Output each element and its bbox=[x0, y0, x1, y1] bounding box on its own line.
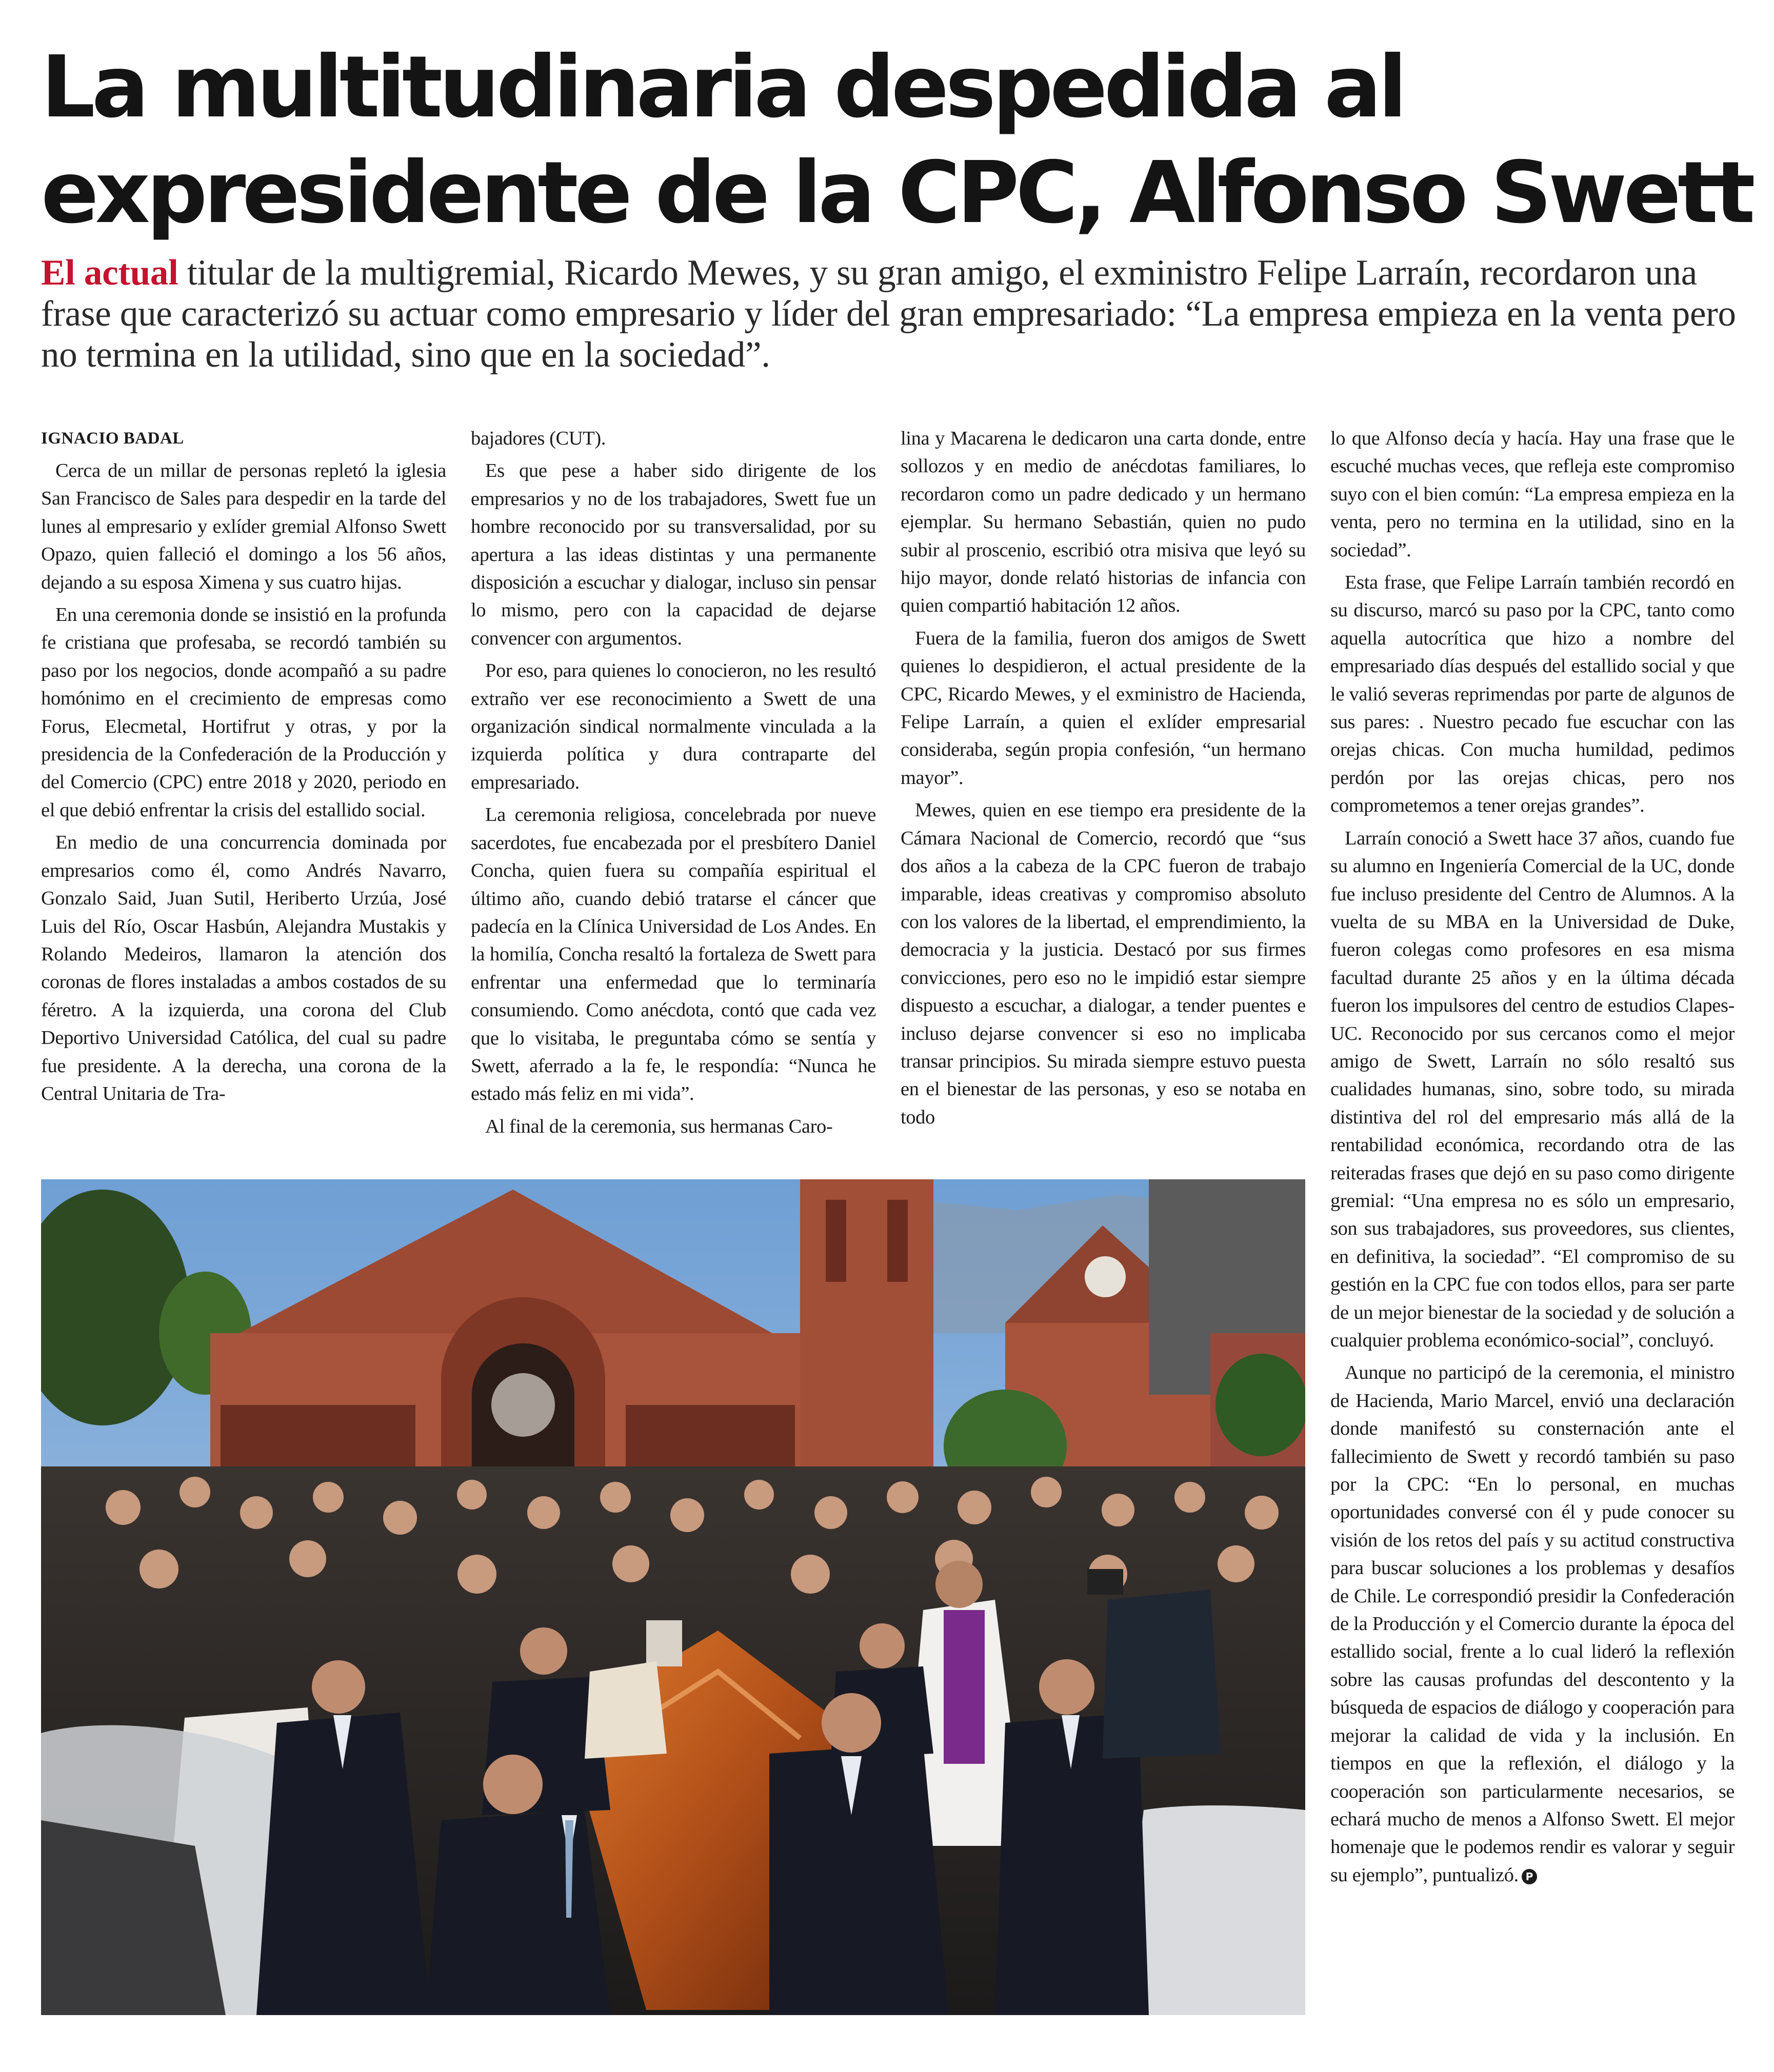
portrait-frame bbox=[646, 1620, 682, 1666]
paragraph: Por eso, para quienes lo conocieron, no les resultó extraño ver ese reconocimiento a Swett de una organización sindical normalmente vinculada a la izquierda política y dura contraparte del empresariado. bbox=[471, 660, 876, 793]
paragraph: bajadores (CUT). bbox=[471, 428, 606, 449]
mourner-blouse bbox=[585, 1661, 667, 1759]
paragraph: En una ceremonia donde se insistió en la profunda fe cristiana que profesaba, se recordó también su paso por los negocios, donde acompañó a su padre homónimo en el crecimiento de empresas como Forus, Elecmetal, Hortifrut y otras, y por la presidencia de la Confederación de la Producción y del Comercio (CPC) entre 2018 y 2020, periodo en el que debió enfrentar la crisis del estallido social. bbox=[41, 604, 446, 821]
tower-window bbox=[887, 1200, 908, 1282]
article-column-3 bbox=[901, 425, 1306, 1142]
headline-line-2: expresidente de la CPC, Alfonso Swett bbox=[41, 144, 1752, 243]
paragraph: Fuera de la familia, fueron dos amigos de Swett quienes lo despidieron, el actual presidente de la CPC, Ricardo Mewes, y el exministro de Hacienda, Felipe Larraín, a quien el exlíder empresarial consideraba, según propia confesión, “un hermano mayor”. bbox=[901, 627, 1306, 789]
article-column-4 bbox=[1330, 425, 1735, 2035]
priest-stole bbox=[944, 1610, 985, 1764]
photographer bbox=[1103, 1590, 1221, 1759]
paragraph: lina y Macarena le dedicaron una carta donde, entre sollozos y en medio de anécdotas familiares, lo recordaron como un padre dedicado y un hermano ejemplar. Su hermano Sebastián, quien no pudo subir al proscenio, escribió otra misiva que leyó su hijo mayor, donde relató historias de infancia con quien compartió habitación 12 años. bbox=[901, 428, 1306, 617]
paragraph: Larraín conoció a Swett hace 37 años, cuando fue su alumno en Ingeniería Comercial de la UC, donde fue incluso presidente del Centro de Alumnos. A la vuelta de su MBA en la Universidad de Duke, fueron colegas como profesores en esa misma facultad durante 25 años y en la última década fueron los impulsores del centro de estudios Clapes-UC. Reconocido por sus cercanos como el mejor amigo de Swett, Larraín no sólo resaltó sus cualidades humanas, sino, sobre todo, su mirada distintiva del rol del empresario más allá de la rentabilidad económica, recordando otra de las reiteradas frases que dejó en su paso como dirigente gremial: “Una empresa no es sólo un empresario, son sus trabajadores, sus proveedores, sus clientes, en definitiva, la sociedad”. “El compromiso de su gestión en la CPC fue con todos ellos, para ser parte de un mejor bienestar de la sociedad y de solución a cualquier problema económico-social”, concluyó. bbox=[1330, 827, 1735, 1351]
deck-lead: El actual bbox=[41, 253, 178, 293]
deck-text: titular de la multigremial, Ricardo Mewes, y su gran amigo, el exministro Felipe Larraín, recordaron una frase que caracterizó su actuar como empresario y líder del gran empresariado: “La empresa empieza en la venta pero no termina en la utilidad, sino que en la sociedad”. bbox=[41, 253, 1736, 375]
deck bbox=[41, 252, 1744, 375]
paragraph: lo que Alfonso decía y hacía. Hay una frase que le escuché muchas veces, que refleja este compromiso suyo con el bien común: “La empresa empieza en la venta, pero no termina en la utilidad, sino en la sociedad”. bbox=[1330, 428, 1735, 561]
paragraph: Es que pese a haber sido dirigente de los empresarios y no de los trabajadores, Swett fue un hombre reconocido por su transversalidad, por su apertura a las ideas distintas y una permanente disposición a escuchar y dialogar, incluso sin pensar lo mismo, pero con la capacidad de dejarse convencer con argumentos. bbox=[471, 460, 876, 649]
tower-window bbox=[826, 1200, 846, 1282]
article-column-1 bbox=[41, 425, 446, 1142]
funeral-photo bbox=[41, 1179, 1305, 2015]
paragraph-last-text: Aunque no participó de la ceremonia, el ministro de Hacienda, Mario Marcel, envió una declaración donde manifestó su consternación ante el fallecimiento de Swett y recordó también su paso por la CPC: “En lo personal, en muchas oportunidades conversé con él y pude conocer su visión de los retos del país y su actitud constructiva para buscar soluciones a los problemas y desafíos de Chile. Le correspondió presidir la Confederación de la Producción y el Comercio durante la época del estallido social, frente a lo cual lideró la reflexión sobre las causas profundas del descontento y la búsqueda de espacios de diálogo y cooperación para mejorar la calidad de vida y la inclusión. En tiempos en que la reflexión, el diálogo y la cooperación son particularmente necesarios, se echará mucho de menos a Alfonso Swett. El mejor homenaje que le podemos rendir es valorar y seguir su ejemplo”, puntualizó. bbox=[1330, 1362, 1735, 1886]
end-of-article-icon: P bbox=[1522, 1869, 1537, 1884]
paragraph: Esta frase, que Felipe Larraín también recordó en su discurso, marcó su paso por la CPC, tanto como aquella autocrítica que hizo a nombre del empresariado días después del estallido social y que le valió severas reprimendas por parte de algunos de sus pares: . Nuestro pecado fue escuchar con las orejas chicas. Con mucha humildad, pedimos perdón por las orejas chicas, pero nos comprometemos a tener orejas grandes”. bbox=[1330, 572, 1735, 817]
paragraph: Mewes, quien en ese tiempo era presidente de la Cámara Nacional de Comercio, recordó que “sus dos años a la cabeza de la CPC fueron de trabajo imparable, ideas creativas y compromiso absoluto con los valores de la libertad, el emprendimiento, la democracia y la justicia. Destacó por sus firmes convicciones, pero eso no le impidió estar siempre dispuesto a escuchar, a dialogar, a tender puentes e incluso dejarse convencer si eso no implicaba transar principios. Su mirada siempre estuvo puesta en el bienestar de las personas, y eso se notaba en todo bbox=[901, 799, 1306, 1128]
paragraph-last bbox=[1330, 1359, 1735, 1889]
chapel-window bbox=[1085, 1256, 1126, 1297]
paragraph: La ceremonia religiosa, concelebrada por nueve sacerdotes, fue encabezada por el presbítero Daniel Concha, quien fuera su compañía espiritual el último año, cuando debió tratarse el cáncer que padecía en la Clínica Universidad de Los Andes. En la homilía, Concha resaltó la fortaleza de Swett para enfrentar una enfermedad que lo terminaría consumiendo. Como anécdota, contó que cada vez que lo visitaba, le preguntaba cómo se sentía y Swett, aferrado a la fe, le respondía: “Nunca he estado más feliz en mi vida”. bbox=[471, 804, 876, 1105]
article-column-2 bbox=[471, 425, 876, 1142]
bell-tower bbox=[800, 1179, 933, 1507]
rose-window bbox=[491, 1373, 555, 1437]
camera bbox=[1087, 1569, 1123, 1595]
funeral-photo-illustration bbox=[41, 1179, 1305, 2015]
priest-face bbox=[935, 1561, 983, 1608]
paragraph: Cerca de un millar de personas repletó la iglesia San Francisco de Sales para despedir en la tarde del lunes al empresario y exlíder gremial Alfonso Swett Opazo, quien falleció el domingo a los 56 años, dejando a su esposa Ximena y sus cuatro hijas. bbox=[41, 460, 446, 593]
headline bbox=[41, 35, 1752, 246]
tree bbox=[1215, 1354, 1305, 1456]
paragraph: En medio de una concurrencia dominada por empresarios como él, como Andrés Navarro, Gonzalo Said, Juan Sutil, Heriberto Urzúa, José Luis del Río, Oscar Hasbún, Alejandra Mustakis y Rolando Medeiros, llamaron la atención dos coronas de flores instaladas a ambos costados de su féretro. A la izquierda, una corona del Club Deportivo Universidad Católica, del cual su padre fue presidente. A la derecha, una corona de la Central Unitaria de Tra- bbox=[41, 832, 446, 1104]
paragraph: Al final de la ceremonia, sus hermanas Caro- bbox=[485, 1115, 833, 1137]
headline-line-1: La multitudinaria despedida al bbox=[41, 38, 1404, 137]
byline: IGNACIO BADAL bbox=[41, 429, 184, 448]
